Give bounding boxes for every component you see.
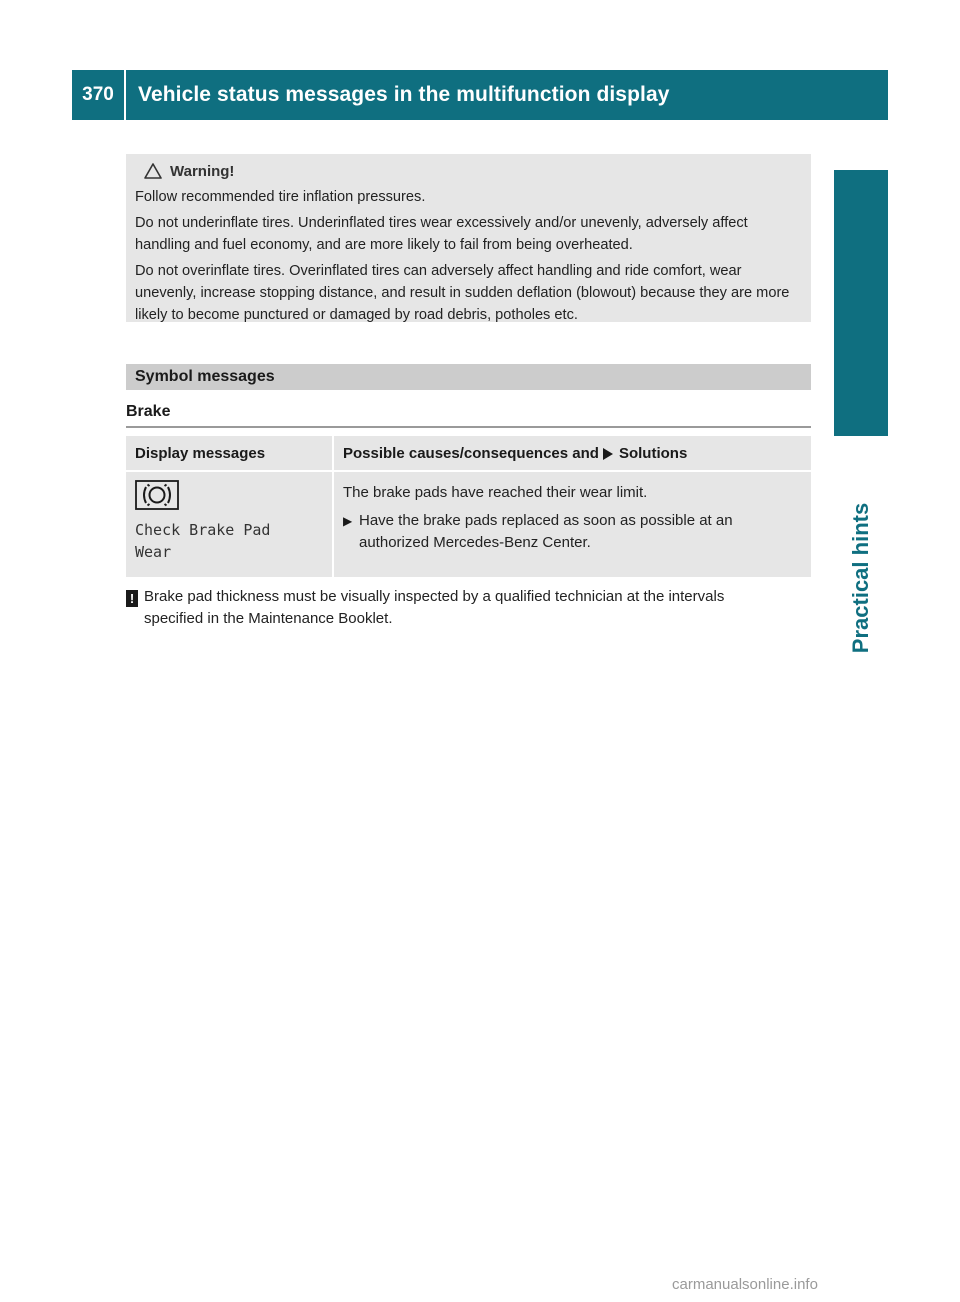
warning-box [126, 154, 811, 322]
exclamation-icon: ! [126, 590, 138, 607]
table-header-row [126, 436, 811, 471]
watermark: carmanualsonline.info [672, 1276, 818, 1293]
warning-paragraph: Do not overinflate tires. Overinflated tires can adversely affect handling and ride comfort, wear unevenly, increase stopping distance, and result in sudden deflation (blowout) because they are more likely to become punctured or damaged by road debris, potholes etc. [135, 263, 790, 323]
subsection-heading: Brake [126, 400, 811, 428]
side-tab-label [834, 478, 888, 678]
display-message-cell [126, 471, 333, 577]
brake-pad-wear-icon [135, 480, 179, 510]
page-header [72, 70, 888, 120]
section-heading: Symbol messages [126, 364, 811, 390]
display-message-text: Check Brake Pad Wear [135, 521, 271, 561]
cause-text: The brake pads have reached their wear limit. [343, 484, 648, 501]
page-title: Vehicle status messages in the multifunction display [138, 83, 670, 106]
column-header-display: Display messages [126, 436, 333, 471]
solution-arrow-icon [603, 448, 613, 460]
warning-paragraph: Do not underinflate tires. Underinflated tires wear excessively and/or unevenly, adversely affect handling and fuel economy, and are more likely to fail from being overheated. [135, 215, 748, 253]
table-row [126, 471, 811, 577]
warning-triangle-icon [144, 163, 162, 179]
message-table [126, 436, 811, 577]
chapter-label: Practical hints [848, 502, 873, 654]
causes-cell [333, 471, 811, 577]
warning-title: Warning! [144, 160, 803, 182]
warning-paragraph: Follow recommended tire inflation pressures. [135, 189, 426, 205]
column-header-causes: Possible causes/consequences and Solutions [333, 436, 811, 471]
page-number: 370 [72, 70, 126, 120]
solution-step: ▶ Have the brake pads replaced as soon as possible at an authorized Mercedes-Benz Center. [343, 510, 802, 554]
note: ! Brake pad thickness must be visually inspected by a qualified technician at the intervals specified in the Maintenance Booklet. [126, 586, 816, 630]
step-arrow-icon: ▶ [343, 514, 353, 528]
